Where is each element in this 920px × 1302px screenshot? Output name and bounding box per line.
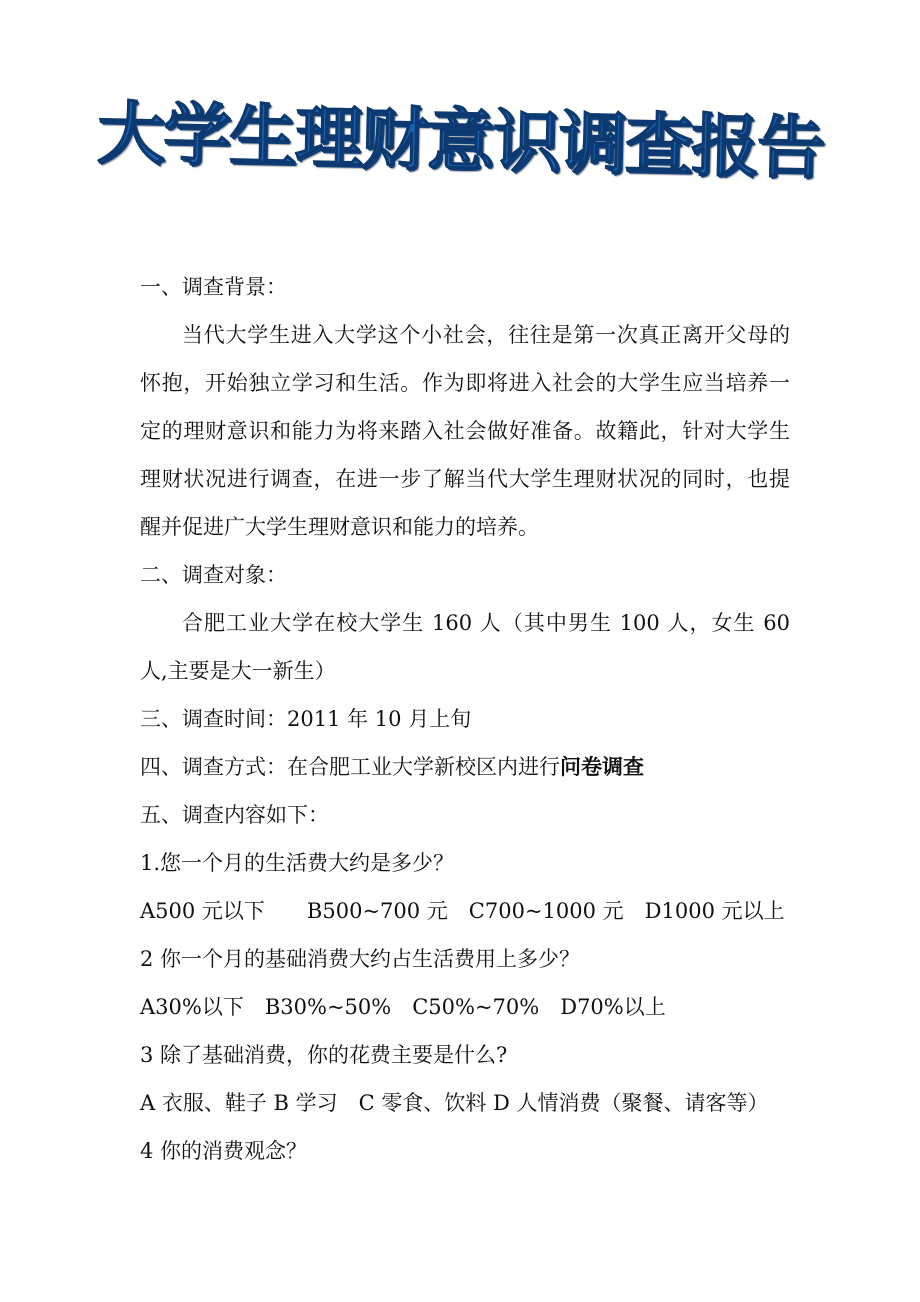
question-3-options: A 衣服、鞋子 B 学习 C 零食、饮料 D 人情消费（聚餐、请客等） <box>140 1091 769 1115</box>
document-body <box>140 263 790 1175</box>
method-bold: 问卷调查 <box>560 754 644 779</box>
question-1: 1.您一个月的生活费大约是多少？ <box>140 851 455 875</box>
method-prefix: 四、调查方式：在合肥工业大学新校区内进行 <box>140 755 560 779</box>
subject-heading: 二、调查对象： <box>140 563 287 587</box>
content-heading: 五、调查内容如下： <box>140 803 329 827</box>
question-1-options: A500 元以下 B500~700 元 C700~1000 元 D1000 元以上 <box>140 899 785 923</box>
question-2: 2 你一个月的基础消费大约占生活费用上多少？ <box>140 947 581 971</box>
background-paragraph: 当代大学生进入大学这个小社会，往往是第一次真正离开父母的怀抱，开始独立学习和生活。作为即将进入社会的大学生应当培养一定的理财意识和能力为将来踏入社会做好准备。故籍此，针对大学生理财状况进行调查，在进一步了解当代大学生理财状况的同时，也提醒并促进广大学生理财意识和能力的培养。 <box>140 323 790 539</box>
question-3: 3 除了基础消费，你的花费主要是什么? <box>140 1043 508 1067</box>
document-title: 大学生理财意识调查报告 <box>96 94 824 189</box>
question-2-options: A30%以下 B30%~50% C50%~70% D70%以上 <box>140 995 666 1019</box>
time-line: 三、调查时间：2011 年 10 月上旬 <box>140 707 472 731</box>
method-line <box>140 743 790 791</box>
subject-paragraph: 合肥工业大学在校大学生 160 人（其中男生 100 人，女生 60 人,主要是大一新生） <box>140 611 790 683</box>
background-heading: 一、调查背景： <box>140 275 287 299</box>
question-4: 4 你的消费观念？ <box>140 1139 308 1163</box>
